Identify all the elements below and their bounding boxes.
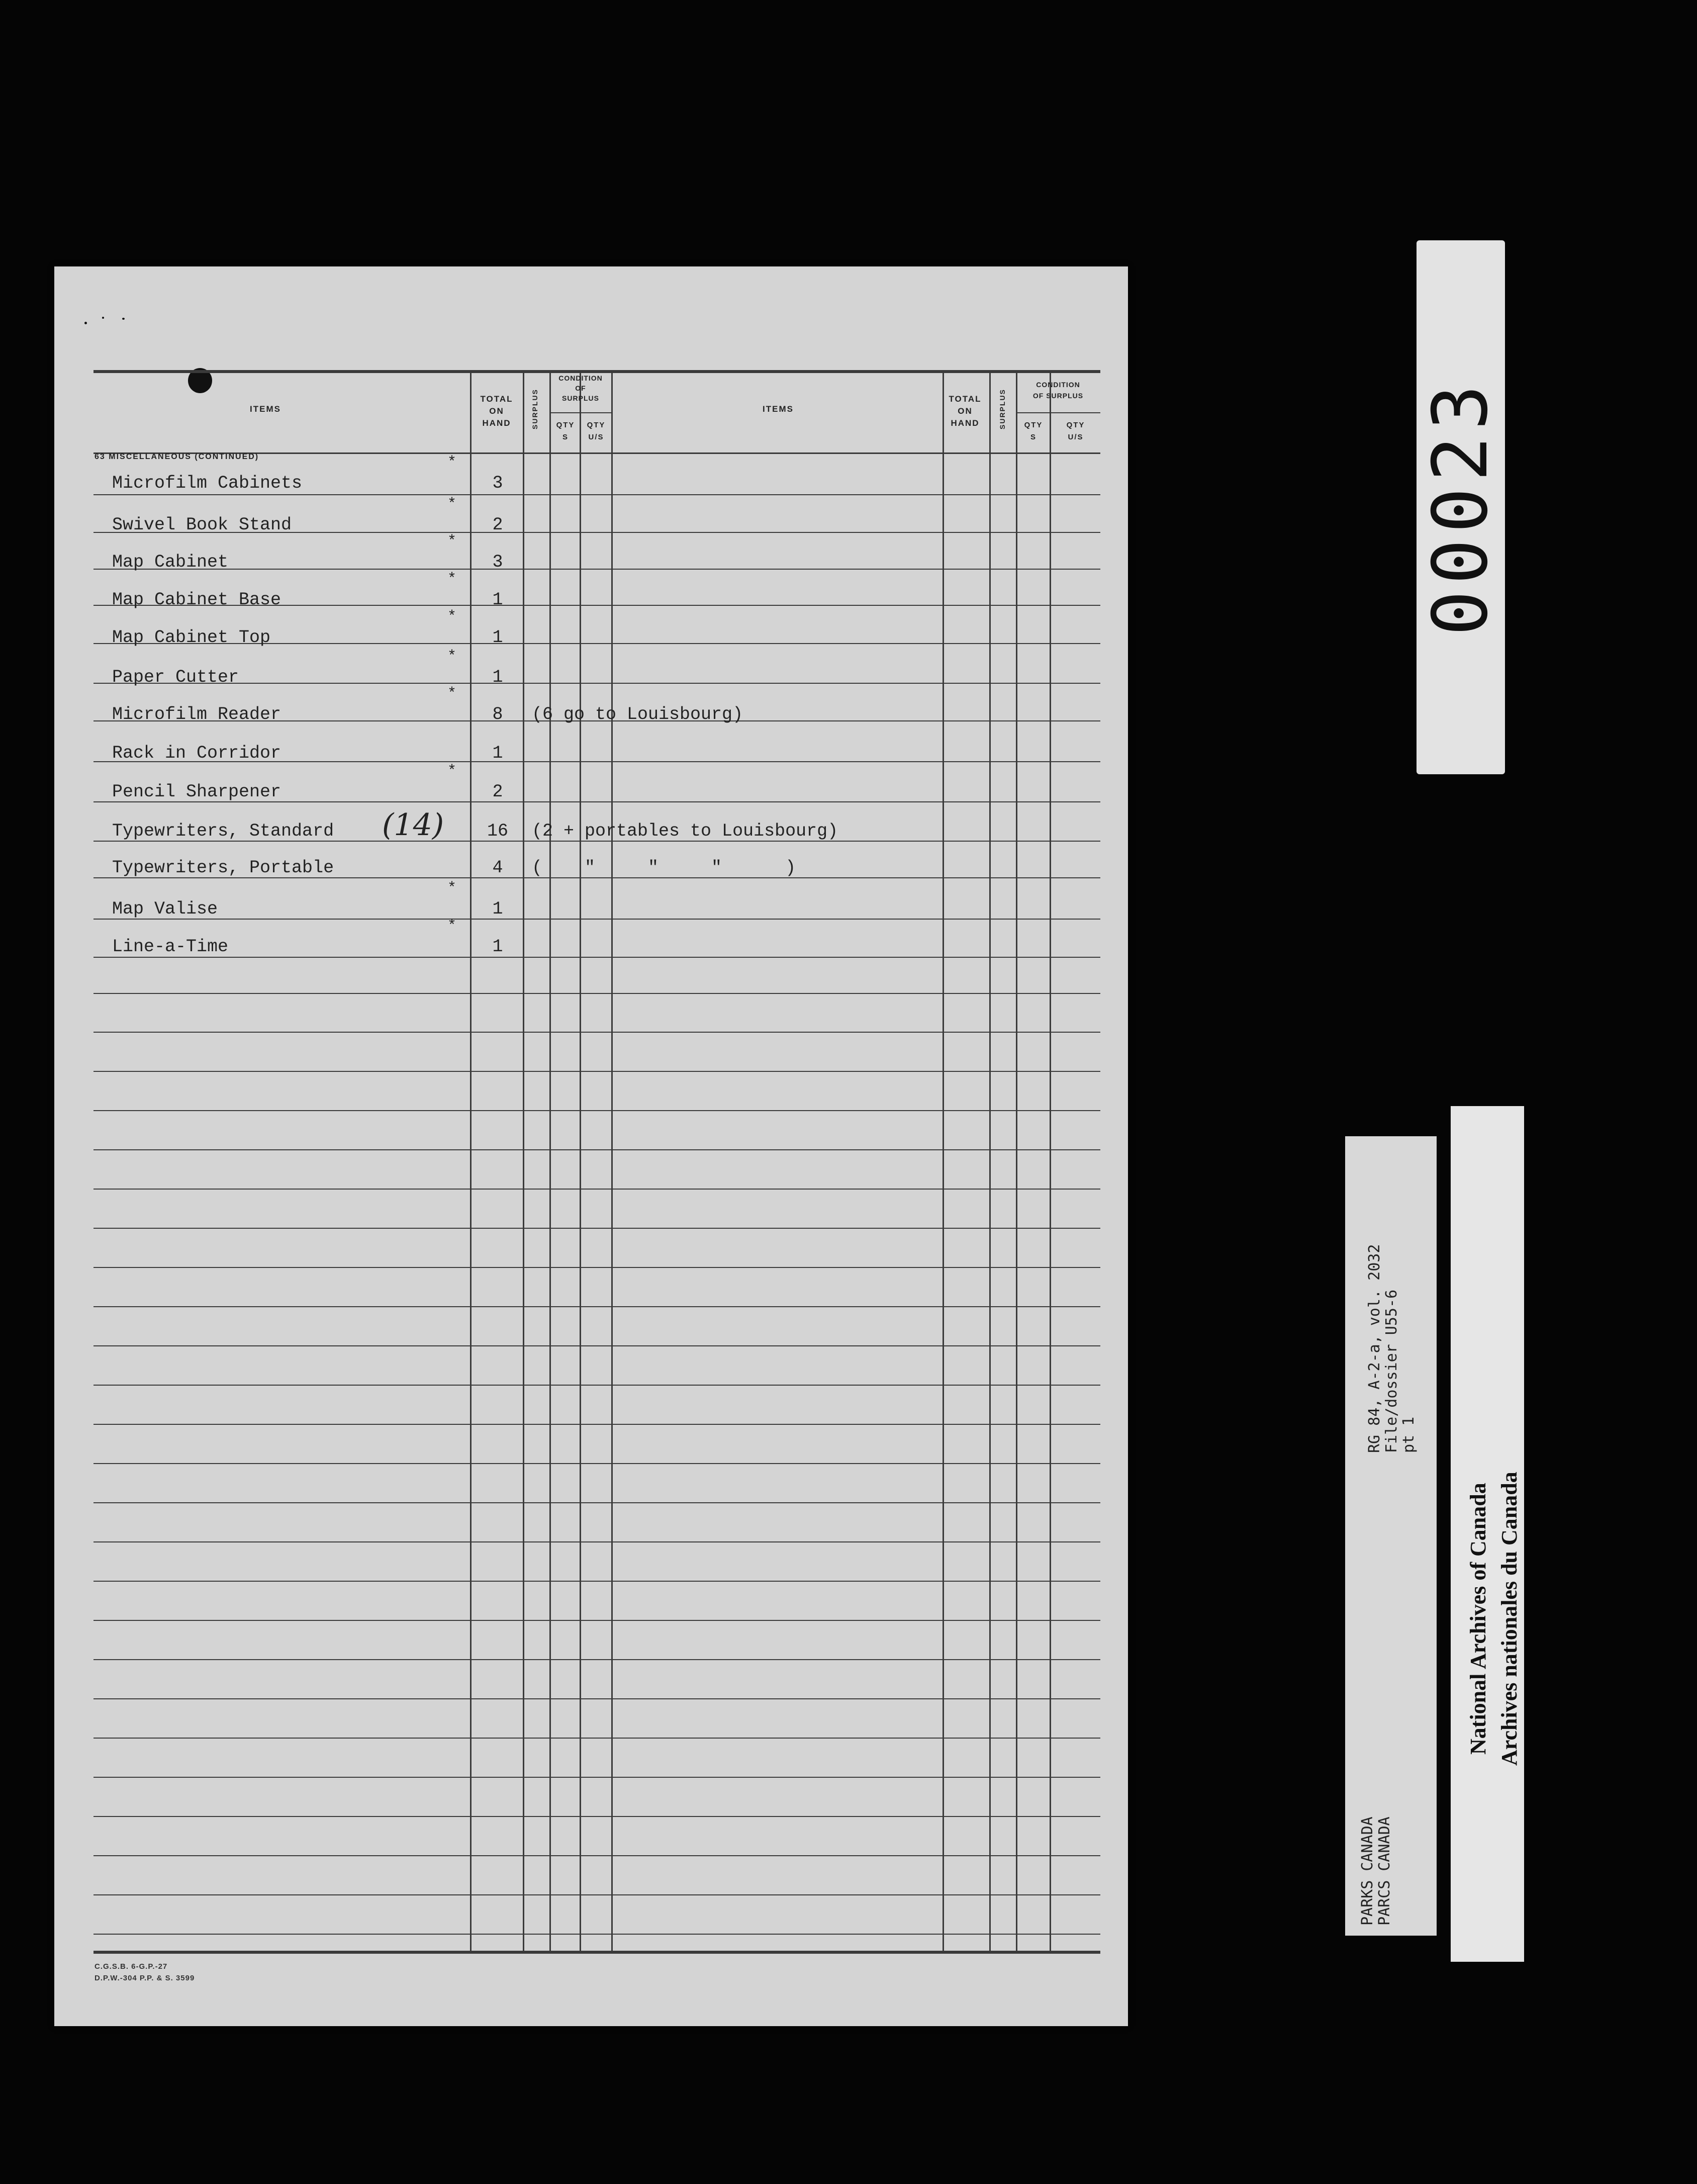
col-line (942, 370, 944, 1953)
col-line (523, 370, 524, 1953)
item-qty: 1 (492, 937, 503, 957)
ruled-line (93, 993, 1100, 994)
item-name: Line-a-Time (112, 937, 229, 957)
col-line (611, 370, 613, 1953)
asterisk-mark: * (447, 454, 457, 471)
ruled-line (93, 1071, 1100, 1072)
total-on-hand-header: TOTAL ON HAND (480, 394, 513, 428)
item-qty: 1 (492, 743, 503, 763)
item-name: Typewriters, Portable (112, 858, 334, 878)
ruled-line (93, 1777, 1100, 1778)
col-line (549, 370, 551, 1953)
ruled-line (93, 1659, 1100, 1660)
col-line (1050, 370, 1051, 1953)
item-qty: 1 (492, 590, 503, 610)
qty-s-header-right: QTY S (1024, 421, 1043, 441)
subheader-rule (549, 412, 611, 413)
ink-speck (102, 317, 104, 319)
asterisk-mark: * (447, 880, 457, 897)
item-name: Pencil Sharpener (112, 782, 281, 802)
reference-text: RG 84, A-2-a, vol. 2032 File/dossier U55-6 pt 1 (1366, 1244, 1418, 1453)
item-qty: 2 (492, 782, 503, 802)
items-header-left: ITEMS (250, 404, 281, 414)
ruled-line (93, 683, 1100, 684)
footer-rule (93, 1951, 1100, 1954)
national-archives-label (1451, 1106, 1524, 1962)
ruled-line (93, 1541, 1100, 1542)
qty-us-header-right: QTY U/S (1066, 421, 1085, 441)
col-line (1016, 370, 1017, 1953)
item-qty: 1 (492, 899, 503, 919)
item-qty: 1 (492, 667, 503, 687)
ruled-line (93, 1385, 1100, 1386)
parks-canada-label (1345, 1136, 1437, 1936)
ruled-line (93, 1424, 1100, 1425)
col-line (580, 370, 581, 1953)
ruled-line (93, 1698, 1100, 1699)
form-code: C.G.S.B. 6-G.P.-27 D.P.W.-304 P.P. & S. 3599 (95, 1962, 195, 1982)
item-qty: 4 (492, 858, 503, 878)
item-qty: 3 (492, 473, 503, 493)
qty-us-header: QTY U/S (587, 421, 606, 441)
ruled-line (93, 494, 1100, 495)
ruled-line (93, 1816, 1100, 1817)
item-name: Map Cabinet (112, 552, 229, 572)
ruled-line (93, 1149, 1100, 1150)
asterisk-mark: * (447, 571, 457, 588)
ruled-line (93, 1110, 1100, 1111)
item-name: Typewriters, Standard (112, 821, 334, 841)
item-qty: 1 (492, 627, 503, 648)
ruled-line (93, 1228, 1100, 1229)
item-qty: 16 (487, 821, 508, 841)
condition-header: CONDITION OF SURPLUS (558, 374, 603, 402)
parks-label-text: PARKS CANADA PARCS CANADA (1359, 1816, 1393, 1926)
ruled-line (93, 1620, 1100, 1621)
asterisk-mark: * (447, 496, 457, 513)
item-note: (6 go to Louisbourg) (532, 704, 743, 724)
ruled-line (93, 1032, 1100, 1033)
ruled-line (93, 1934, 1100, 1935)
ruled-line (93, 919, 1100, 920)
asterisk-mark: * (447, 608, 457, 625)
frame-number: 00023 (1417, 379, 1504, 636)
surplus-header: SURPLUS (531, 389, 539, 429)
item-qty: 8 (492, 704, 503, 724)
item-qty: 3 (492, 552, 503, 572)
ink-speck (122, 318, 125, 320)
asterisk-mark: * (447, 648, 457, 665)
surplus-header-right: SURPLUS (998, 389, 1006, 429)
col-line (989, 370, 991, 1953)
item-qty: 2 (492, 515, 503, 535)
asterisk-mark: * (447, 918, 457, 935)
col-line (470, 370, 472, 1953)
item-name: Swivel Book Stand (112, 515, 292, 535)
item-name: Microfilm Cabinets (112, 473, 303, 493)
asterisk-mark: * (447, 533, 457, 550)
handwritten-annotation: (14) (382, 807, 444, 843)
item-name: Map Cabinet Base (112, 590, 281, 610)
item-name: Paper Cutter (112, 667, 239, 687)
item-name: Map Cabinet Top (112, 627, 271, 648)
qty-s-header: QTY S (556, 421, 575, 441)
subheader-rule (1016, 412, 1100, 413)
item-note: ( " " " ) (532, 858, 796, 878)
item-name: Map Valise (112, 899, 218, 919)
archives-label-text: National Archives of Canada Archives nationales du Canada (1466, 1472, 1522, 1766)
items-header-right: ITEMS (763, 404, 794, 414)
ink-speck (84, 322, 87, 324)
ruled-line (93, 569, 1100, 570)
condition-header-right: CONDITION OF SURPLUS (1032, 381, 1084, 400)
frame-number-tag (1417, 240, 1505, 774)
ruled-line (93, 1502, 1100, 1503)
ruled-line (93, 1345, 1100, 1346)
ruled-line (93, 1894, 1100, 1895)
ruled-line (93, 1189, 1100, 1190)
item-note: (2 + portables to Louisbourg) (532, 821, 838, 841)
asterisk-mark: * (447, 685, 457, 702)
ruled-line (93, 957, 1100, 958)
total-on-hand-header-right: TOTAL ON HAND (949, 394, 982, 428)
ruled-line (93, 1855, 1100, 1856)
ruled-line (93, 1581, 1100, 1582)
item-name: Rack in Corridor (112, 743, 281, 763)
inventory-form (54, 266, 1128, 2026)
section-title: 63 MISCELLANEOUS (CONTINUED) (95, 452, 259, 461)
ruled-line (93, 1463, 1100, 1464)
asterisk-mark: * (447, 763, 457, 780)
ruled-line (93, 1267, 1100, 1268)
ruled-line (93, 1306, 1100, 1307)
ruled-line (93, 1738, 1100, 1739)
item-name: Microfilm Reader (112, 704, 281, 724)
